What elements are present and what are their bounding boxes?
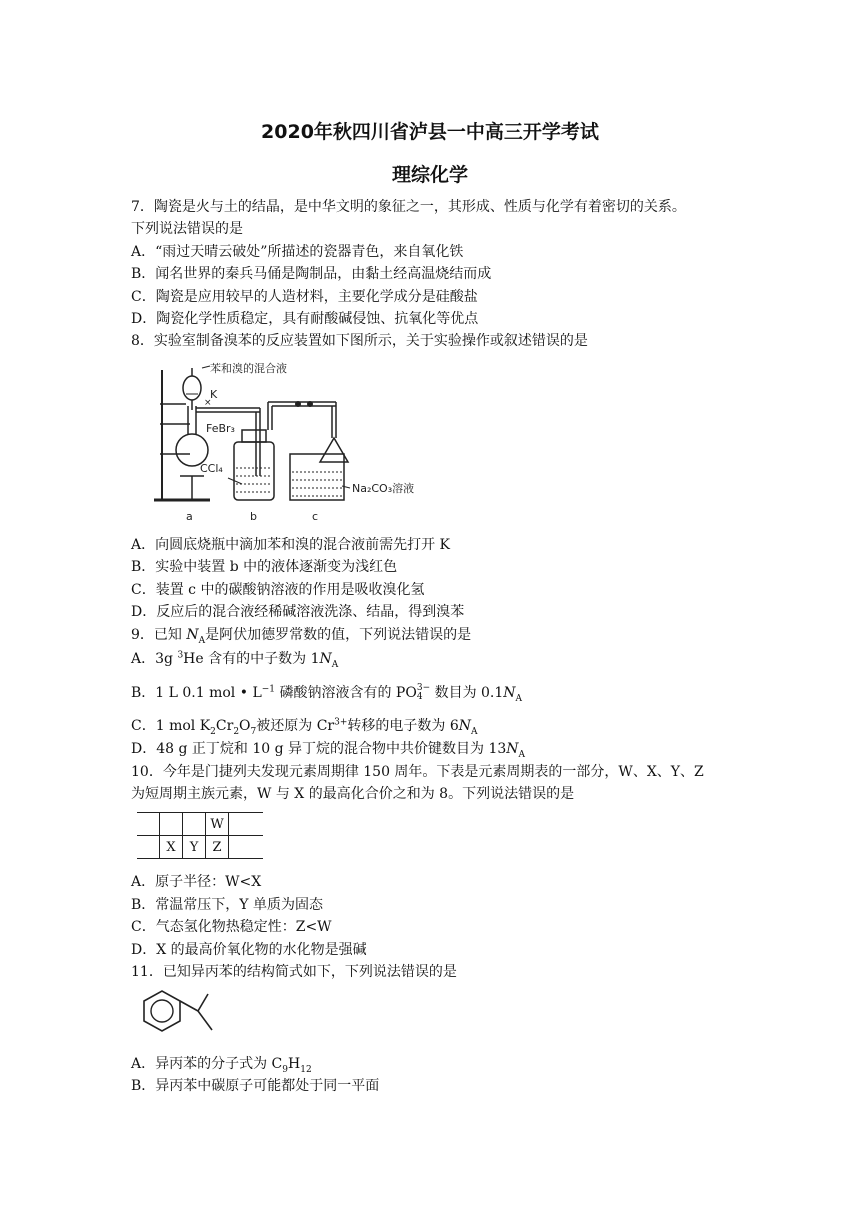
label-febr3: FeBr₃: [206, 422, 235, 435]
q10-option-b: B．常温常压下，Y 单质为固态: [131, 897, 323, 913]
label-apparatus-a: a: [186, 510, 193, 523]
q11-option-a: A．异丙苯的分子式为 $C_9H_{12}$: [131, 1056, 312, 1075]
cell-z: Z: [206, 836, 229, 859]
q9-option-d: D．48 g 正丁烷和 10 g 异丁烷的混合物中共价键数目为 $13N_A$: [131, 741, 526, 760]
q10-option-a: A．原子半径：W<X: [131, 874, 262, 890]
cell-w: W: [206, 813, 229, 836]
q9-option-c: C．1 mol $K_2Cr_2O_7$被还原为 $Cr^{3+}$转移的电子数为 $6N_A$: [131, 717, 478, 737]
q7-option-c: C．陶瓷是应用较早的人造材料，主要化学成分是硅酸盐: [131, 289, 478, 305]
q7-option-b: B．闻名世界的秦兵马俑是陶制品，由黏土经高温烧结而成: [131, 266, 492, 282]
svg-text:×: ×: [204, 398, 212, 408]
q9-stem: 9．已知 $N_A$是阿伏加德罗常数的值，下列说法错误的是: [131, 627, 472, 646]
cell: [229, 836, 264, 859]
cell: [137, 813, 160, 836]
q11-stem: 11．已知异丙苯的结构简式如下，下列说法错误的是: [131, 964, 457, 980]
periodic-table-fragment: [137, 812, 263, 859]
isopropylbenzene-structure: [130, 990, 230, 1040]
q7-option-a: A．“雨过天晴云破处”所描述的瓷器青色，来自氧化铁: [131, 244, 464, 260]
bromobenzene-apparatus-diagram: [150, 358, 440, 528]
q8-stem: 8．实验室制备溴苯的反应装置如下图所示，关于实验操作或叙述错误的是: [131, 333, 588, 349]
cell: [137, 836, 160, 859]
q8-option-b: B．实验中装置 b 中的液体逐渐变为浅红色: [131, 559, 398, 575]
q8-option-a: A．向圆底烧瓶中滴加苯和溴的混合液前需先打开 K: [131, 537, 451, 553]
q10-option-c: C．气态氢化物热稳定性：Z<W: [131, 919, 332, 935]
q7-stem-line1: 7．陶瓷是火与土的结晶，是中华文明的象征之一，其形成、性质与化学有着密切的关系。: [131, 199, 686, 215]
label-apparatus-c: c: [312, 510, 319, 523]
q8-option-d: D．反应后的混合液经稀碱溶液洗涤、结晶，得到溴苯: [131, 604, 465, 620]
cell: [160, 813, 183, 836]
label-na2co3-solution: Na₂CO₃溶液: [352, 482, 415, 495]
label-apparatus-b: b: [250, 510, 257, 523]
label-benzene-bromine-mixture: 苯和溴的混合液: [210, 362, 287, 375]
exam-subtitle: 理综化学: [391, 164, 468, 186]
q8-option-c: C．装置 c 中的碳酸钠溶液的作用是吸收溴化氢: [131, 582, 425, 598]
cell: [183, 813, 206, 836]
exam-title: 2020年秋四川省泸县一中高三开学考试: [261, 121, 599, 143]
q9-option-a: A．3g $^3$He 含有的中子数为 $1N_A$: [131, 650, 339, 670]
q7-stem-line2: 下列说法错误的是: [131, 221, 243, 237]
cell: [229, 813, 264, 836]
label-ccl4: CCl₄: [200, 462, 223, 475]
q10-stem-line1: 10．今年是门捷列夫发现元素周期律 150 周年。下表是元素周期表的一部分，W、X、Y、Z: [131, 764, 704, 780]
q7-option-d: D．陶瓷化学性质稳定，具有耐酸碱侵蚀、抗氧化等优点: [131, 311, 479, 327]
label-valve-k: K: [210, 388, 218, 401]
q11-option-b: B．异丙苯中碳原子可能都处于同一平面: [131, 1078, 380, 1094]
q10-option-d: D．X 的最高价氧化物的水化物是强碱: [131, 942, 367, 958]
q9-option-b: B．1 L 0.1 mol • $L^{-1}$ 磷酸钠溶液含有的 PO 3− 4 数目为 $0.1N_A$: [131, 683, 523, 704]
q10-stem-line2: 为短周期主族元素，W 与 X 的最高化合价之和为 8。下列说法错误的是: [131, 786, 575, 802]
cell-y: Y: [183, 836, 206, 859]
cell-x: X: [160, 836, 183, 859]
